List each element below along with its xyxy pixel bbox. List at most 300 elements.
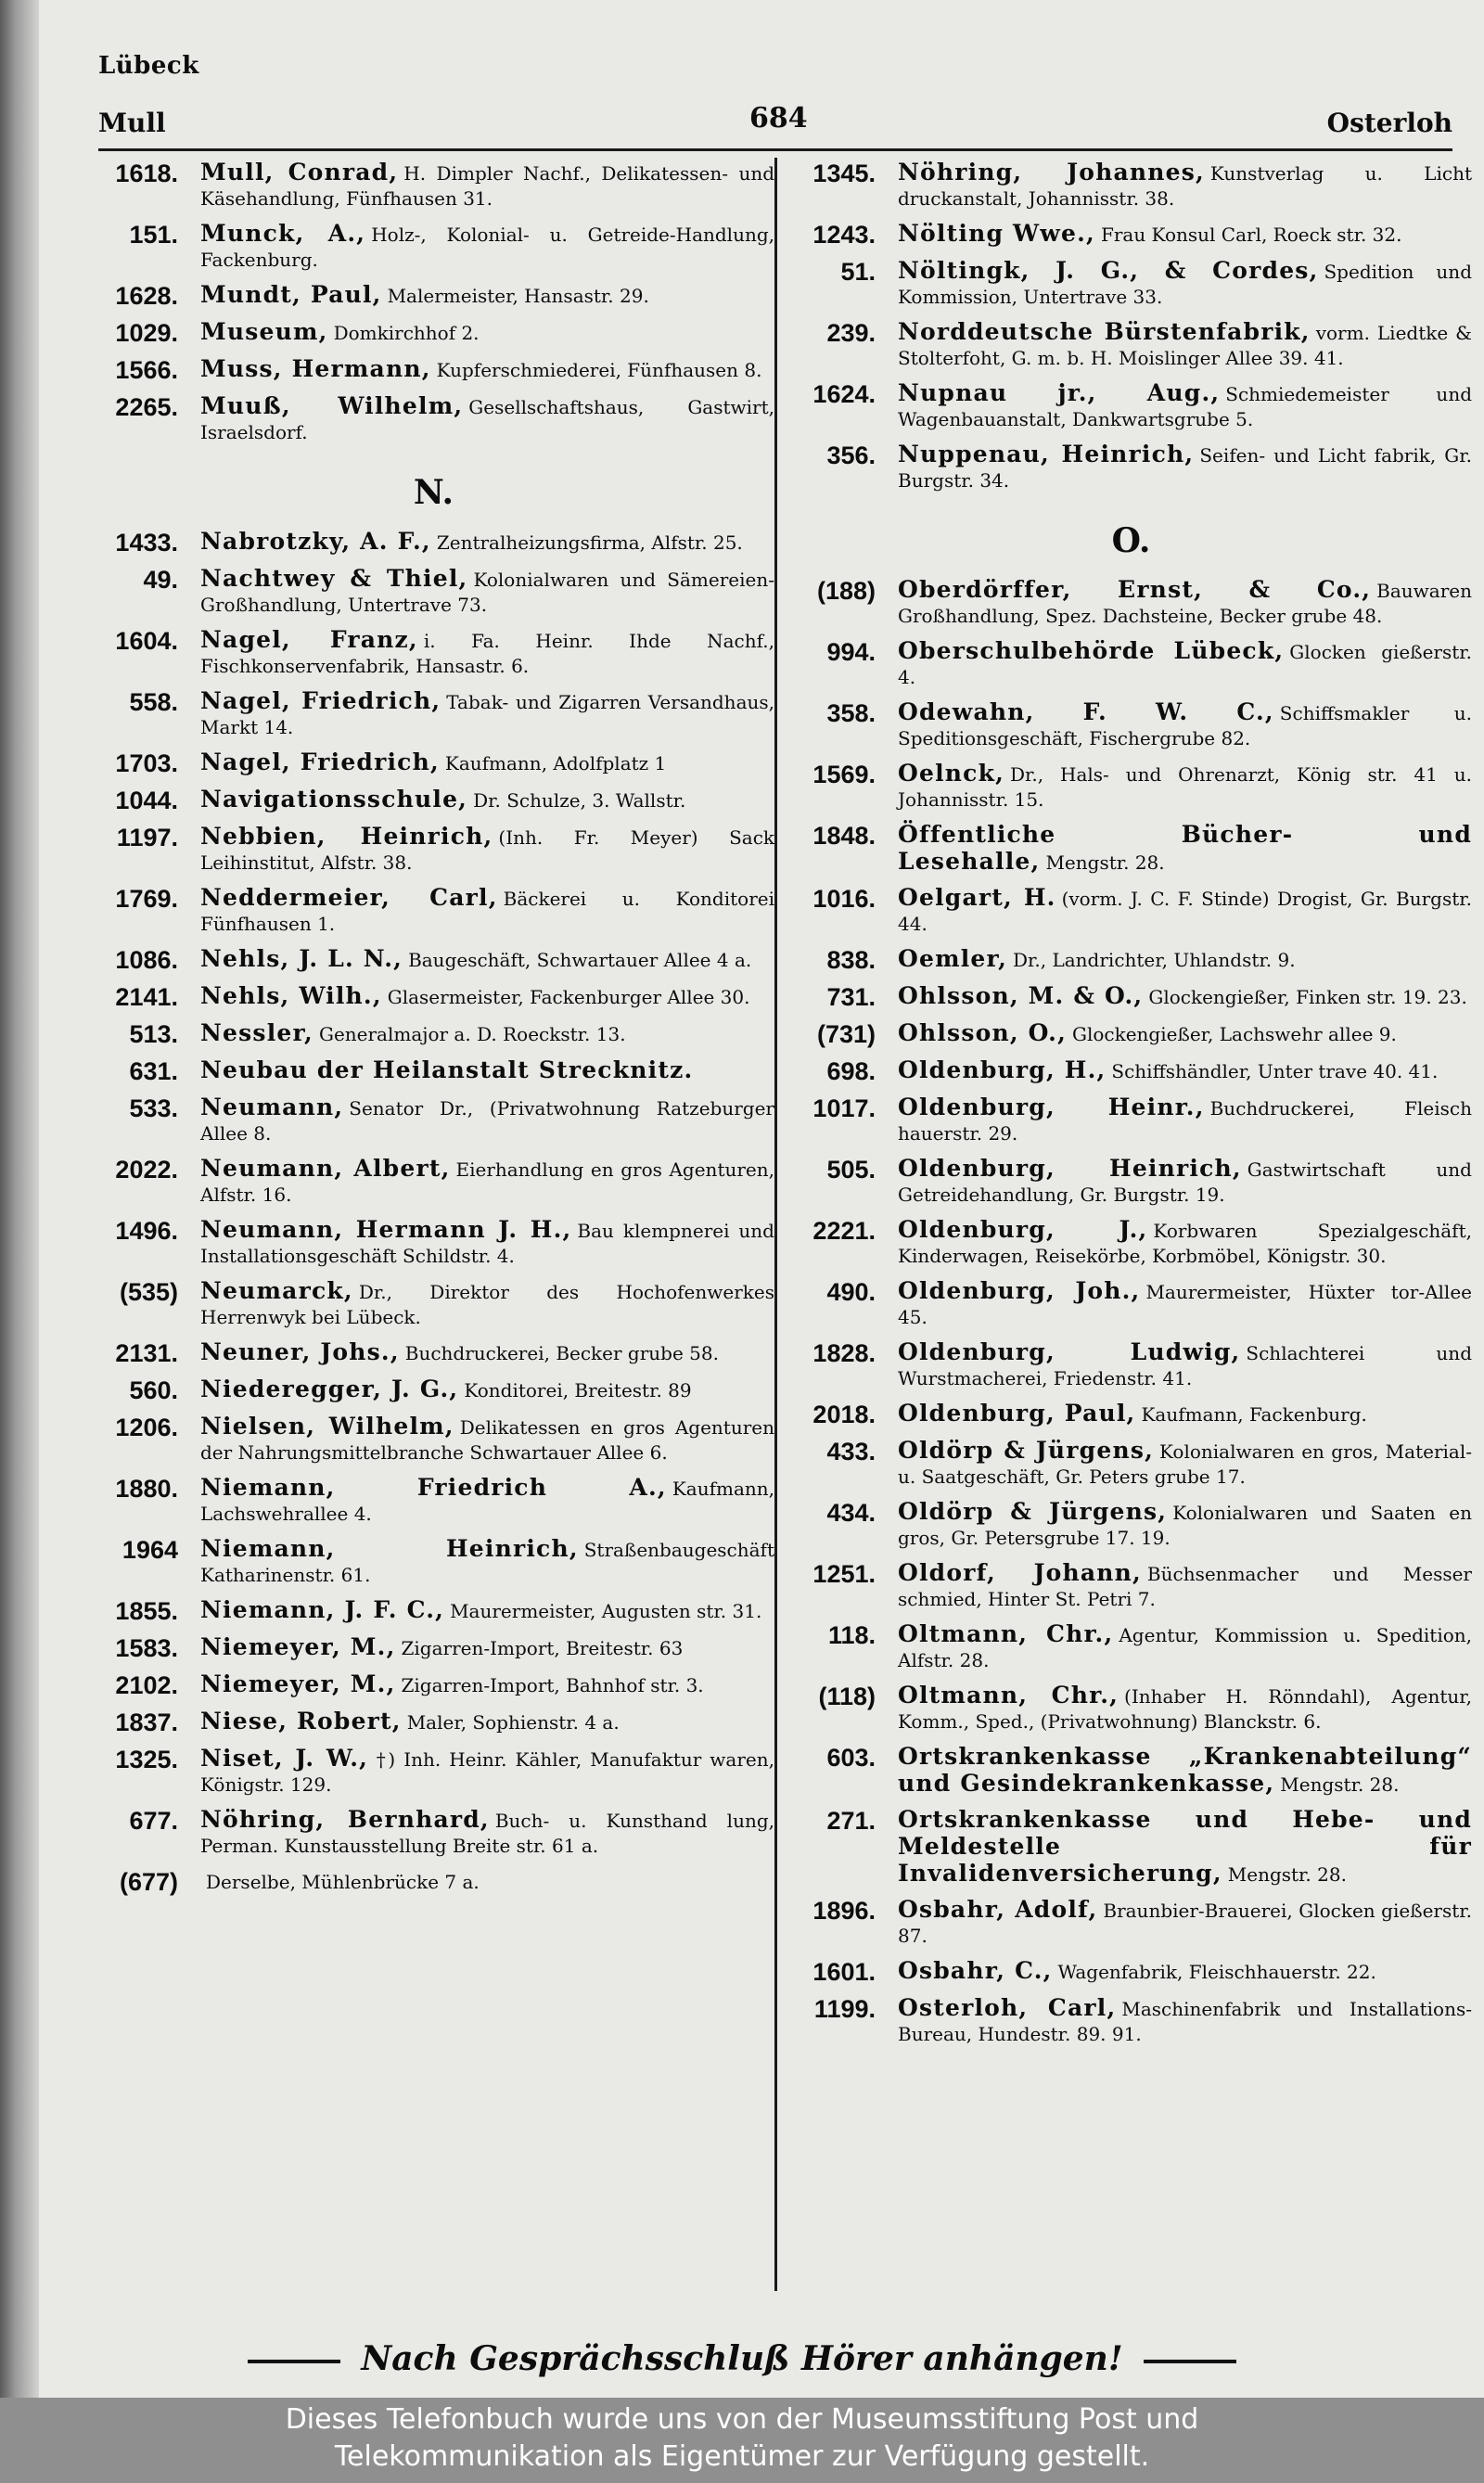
entry-text (200, 688, 774, 740)
entry-text (898, 1401, 1472, 1428)
phone-number: 1016. (812, 885, 876, 913)
slogan-rule-right (1144, 2360, 1236, 2363)
entry-text (200, 1339, 774, 1367)
entry-text (200, 1475, 774, 1527)
entry-name: Munck, A., (200, 220, 366, 247)
entry-description: Mengstr. 28. (1227, 1863, 1347, 1886)
entry-description: Maler, Sophienstr. 4 a. (406, 1711, 620, 1734)
entry-text (200, 627, 774, 679)
entry-name: Neuner, Johs., (200, 1338, 400, 1365)
entry-description: vorm. Liedtke & Stolterfoht, G. m. b. H. Moislinger Allee 39. 41. (898, 322, 1472, 369)
directory-entry (790, 1339, 1472, 1391)
phone-number: 2102. (115, 1671, 178, 1699)
phone-number: 356. (826, 442, 876, 469)
entry-text (200, 824, 774, 876)
phone-number: 1896. (812, 1897, 876, 1925)
entry-text (200, 1376, 774, 1404)
entry-name: Osbahr, Adolf, (898, 1896, 1098, 1923)
directory-entry (790, 1958, 1472, 1986)
directory-entry (93, 1597, 774, 1625)
entry-text (200, 1217, 774, 1269)
directory-entry (790, 1156, 1472, 1208)
entry-name: Neumann, Albert, (200, 1155, 451, 1182)
entry-name: Muuß, Wilhelm, (200, 392, 464, 419)
directory-entry (93, 688, 774, 740)
directory-entry (93, 393, 774, 445)
directory-entry (790, 1995, 1472, 2047)
entry-description: Buch- u. Kunsthand lung, Perman. Kunstausstellung Breite str. 61 a. (200, 1810, 774, 1857)
directory-entry (790, 1401, 1472, 1428)
right-column (790, 160, 1472, 2056)
slogan (0, 2339, 1484, 2378)
entry-name: Oldörp & Jürgens, (898, 1437, 1155, 1464)
entry-name: Neddermeier, Carl, (200, 884, 498, 911)
entry-text (898, 1621, 1472, 1673)
phone-number: 1044. (115, 787, 178, 814)
entry-text (200, 393, 774, 445)
entry-description: Maschinenfabrik und Installations-Bureau, Hundestr. 89. 91. (898, 1998, 1472, 2045)
entry-description: Kaufmann, Fackenburg. (1141, 1403, 1367, 1426)
entry-text (898, 699, 1472, 751)
entry-name: Muss, Hermann, (200, 355, 431, 382)
directory-entry (93, 1094, 774, 1146)
phone-number: 271. (826, 1807, 876, 1835)
entry-name: Mull, Conrad, (200, 159, 399, 186)
entry-name: Oldenburg, H., (898, 1056, 1107, 1083)
entry-description: Wagenfabrik, Fleischhauerstr. 22. (1057, 1961, 1376, 1983)
entry-description: Glockengießer, Finken str. 19. 23. (1148, 986, 1467, 1008)
entry-name: Nehls, J. L. N., (200, 945, 403, 972)
phone-number: 1624. (812, 380, 876, 408)
entry-text (200, 1634, 774, 1662)
phone-number: 994. (826, 638, 876, 666)
column-divider (774, 158, 777, 2291)
directory-entry (790, 221, 1472, 249)
entry-name: Nabrotzky, A. F., (200, 528, 431, 555)
directory-entry (93, 983, 774, 1011)
entry-text (898, 160, 1472, 211)
phone-number: 1837. (115, 1709, 178, 1736)
phone-number: 118. (827, 1621, 876, 1649)
attribution-footer (0, 2398, 1484, 2483)
entry-name: Neumarck, (200, 1277, 353, 1304)
phone-number: 1433. (115, 529, 178, 557)
phone-number: 1583. (115, 1634, 178, 1662)
entry-text (200, 787, 774, 814)
entry-text (200, 1807, 774, 1859)
phone-number: 1086. (115, 946, 178, 974)
entry-text (898, 638, 1472, 690)
phone-number: 1828. (812, 1339, 876, 1367)
phone-number: 731. (826, 983, 876, 1011)
phone-number: 560. (129, 1376, 178, 1404)
entry-description: Konditorei, Breitestr. 89 (464, 1379, 692, 1401)
entry-description: Holz-, Kolonial- u. Getreide-Handlung, Fackenburg. (200, 224, 774, 271)
entry-description: Seifen- und Licht fabrik, Gr. Burgstr. 34. (898, 444, 1472, 492)
phone-number: 1569. (812, 761, 876, 788)
entry-description: Senator Dr., (Privatwohnung Ratzeburger Allee 8. (200, 1097, 774, 1145)
directory-entry (93, 1414, 774, 1465)
left-column (93, 160, 774, 1905)
phone-number: 1880. (115, 1475, 178, 1503)
entry-name: Ortskrankenkasse „Krankenabteilung“ und Gesindekrankenkasse, (898, 1743, 1472, 1797)
entry-description: Glockengießer, Lachswehr allee 9. (1071, 1023, 1397, 1045)
entry-text (898, 761, 1472, 813)
phone-number: 1604. (115, 627, 178, 655)
entry-description: Kunstverlag u. Licht druckanstalt, Johannisstr. 38. (898, 162, 1472, 210)
entry-text (200, 1094, 774, 1146)
entry-description: Schmiedemeister und Wagenbauanstalt, Dankwartsgrube 5. (898, 383, 1472, 430)
entry-name: Neumann, Hermann J. H., (200, 1216, 572, 1243)
directory-entry (93, 1339, 774, 1367)
entry-name: Oltmann, Chr., (898, 1620, 1114, 1647)
entry-text (200, 1278, 774, 1330)
entry-text (898, 1807, 1472, 1888)
directory-entry (93, 566, 774, 618)
entry-description: Dr. Schulze, 3. Wallstr. (473, 789, 686, 812)
phone-number: 2141. (115, 983, 178, 1011)
directory-entry (93, 1746, 774, 1798)
entry-description: Dr., Landrichter, Uhlandstr. 9. (1013, 949, 1296, 971)
header-last-entry: Osterloh (1326, 108, 1452, 138)
phone-number: 1964 (122, 1536, 178, 1564)
directory-entry (790, 1683, 1472, 1734)
entry-description: Dr., Direktor des Hochofenwerkes Herrenwyk bei Lübeck. (200, 1281, 774, 1328)
directory-entry (790, 1807, 1472, 1888)
entry-description: Schiffshändler, Unter trave 40. 41. (1111, 1060, 1439, 1082)
entry-text (898, 1156, 1472, 1208)
phone-number: 1618. (115, 160, 178, 187)
entry-description: Spedition und Kommission, Untertrave 33. (898, 261, 1472, 308)
phone-number: 490. (826, 1278, 876, 1306)
entry-name: Oldenburg, J., (898, 1216, 1148, 1243)
phone-number: (118) (818, 1683, 876, 1710)
entry-text (200, 1020, 774, 1048)
entry-description: Schiffsmakler u. Speditionsgeschäft, Fischergrube 82. (898, 702, 1472, 749)
entry-text (898, 983, 1472, 1011)
entry-name: Oberschulbehörde Lübeck, (898, 637, 1285, 664)
entry-name: Nessler, (200, 1019, 313, 1046)
directory-entry (93, 1671, 774, 1699)
phone-number: 433. (826, 1438, 876, 1465)
entry-text (898, 1020, 1472, 1048)
entry-description: Buchdruckerei, Fleisch hauerstr. 29. (898, 1097, 1472, 1145)
entry-description: (vorm. J. C. F. Stinde) Drogist, Gr. Burgstr. 44. (898, 888, 1473, 935)
section-letter: O. (1111, 521, 1151, 560)
entry-description: Glasermeister, Fackenburger Allee 30. (387, 986, 750, 1008)
entry-text (200, 749, 774, 777)
entry-text (898, 221, 1472, 249)
entry-name: Neumann, (200, 1094, 344, 1120)
entry-name: Ohlsson, O., (898, 1019, 1067, 1046)
entry-text (898, 1897, 1472, 1949)
entry-name: Niemeyer, M., (200, 1670, 396, 1697)
slogan-text: Nach Gesprächsschluß Hörer anhängen! (361, 2339, 1123, 2378)
entry-name: Nagel, Franz, (200, 626, 418, 653)
directory-entry (790, 1897, 1472, 1949)
directory-entry (790, 380, 1472, 432)
directory-entry (93, 356, 774, 384)
directory-entry (790, 1499, 1472, 1551)
phone-number: 2131. (115, 1339, 178, 1367)
header-first-entry: Mull (98, 108, 166, 138)
phone-number: 2265. (115, 393, 178, 421)
phone-number: 838. (826, 946, 876, 974)
directory-entry (790, 699, 1472, 751)
entry-description: Buchdruckerei, Becker grube 58. (404, 1342, 719, 1364)
entry-name: Oemler, (898, 945, 1007, 972)
entry-name: Nehls, Wilh., (200, 982, 382, 1009)
entry-name: Oberdörffer, Ernst, & Co., (898, 576, 1372, 603)
directory-entry (93, 1868, 774, 1896)
directory-entry (93, 1807, 774, 1859)
entry-text (200, 1709, 774, 1736)
directory-entry (93, 1475, 774, 1527)
entry-description: Frau Konsul Carl, Roeck str. 32. (1100, 224, 1402, 246)
entry-description: †) Inh. Heinr. Kähler, Manufaktur waren, Königstr. 129. (200, 1748, 774, 1796)
entry-name: Niemann, Friedrich A., (200, 1474, 667, 1501)
entry-description: Zigarren-Import, Bahnhof str. 3. (401, 1674, 704, 1696)
entry-name: Oldenburg, Paul, (898, 1400, 1136, 1427)
directory-entry (790, 160, 1472, 211)
entry-description: Bau klempnerei und Installationsgeschäft Schildstr. 4. (200, 1220, 774, 1267)
slogan-rule-left (248, 2360, 340, 2363)
entry-name: Niemann, J. F. C., (200, 1596, 445, 1623)
entry-text (200, 221, 774, 273)
directory-entry (790, 885, 1472, 937)
entry-name: Navigationsschule, (200, 786, 468, 813)
phone-number: 1601. (812, 1958, 876, 1986)
entry-text (898, 1217, 1472, 1269)
entry-text (200, 1414, 774, 1465)
entry-text (898, 1958, 1472, 1986)
entry-name: Öffentliche Bücher- und Lesehalle, (898, 821, 1472, 875)
directory-entry (93, 1020, 774, 1048)
entry-description: Delikatessen en gros Agenturen der Nahrungsmittelbranche Schwartauer Allee 6. (200, 1416, 774, 1464)
entry-name: Niemeyer, M., (200, 1633, 396, 1660)
entry-description: Domkirchhof 2. (333, 322, 480, 344)
phone-number: 698. (826, 1057, 876, 1085)
directory-entry (93, 282, 774, 310)
phone-number: 358. (826, 699, 876, 727)
page-number: 684 (749, 102, 808, 134)
entry-name: Nupnau jr., Aug., (898, 379, 1221, 406)
directory-entry (93, 824, 774, 876)
entry-description: Generalmajor a. D. Roeckstr. 13. (318, 1023, 626, 1045)
directory-entry (790, 822, 1472, 876)
entry-name: Osterloh, Carl, (898, 1994, 1117, 2021)
directory-entry (93, 529, 774, 557)
directory-entry (93, 1278, 774, 1330)
entry-name: Odewahn, F. W. C., (898, 698, 1274, 725)
directory-entry (790, 319, 1472, 371)
entry-description: Agentur, Kommission u. Spedition, Alfstr. 28. (898, 1624, 1472, 1671)
directory-entry (790, 577, 1472, 629)
attribution-line-2: Telekommunikation als Eigentümer zur Verfügung gestellt. (334, 2440, 1150, 2473)
entry-description: Kaufmann, Adolfplatz 1 (444, 752, 667, 774)
directory-entry (790, 1057, 1472, 1085)
phone-number: 151. (129, 221, 178, 249)
entry-name: Nöltingk, J. G., & Cordes, (898, 257, 1319, 284)
entry-description: Braunbier-Brauerei, Glocken gießerstr. 87. (898, 1900, 1472, 1947)
phone-number: 49. (143, 566, 178, 594)
directory-entry (93, 885, 774, 937)
entry-text (898, 1499, 1472, 1551)
entry-name: Niset, J. W., (200, 1745, 369, 1772)
entry-name: Oldenburg, Ludwig, (898, 1338, 1241, 1365)
directory-entry (790, 1278, 1472, 1330)
phone-number: 1199. (813, 1995, 876, 2023)
entry-description: i. Fa. Heinr. Ihde Nachf., Fischkonservenfabrik, Hansastr. 6. (200, 630, 774, 677)
entry-description: Eierhandlung en gros Agenturen, Alfstr. 16. (200, 1158, 774, 1206)
directory-entry (93, 319, 774, 347)
phone-number: 1769. (115, 885, 178, 913)
entry-name: Nagel, Friedrich, (200, 687, 441, 714)
city-heading: Lübeck (98, 52, 199, 80)
entry-description: Korbwaren Spezialgeschäft, Kinderwagen, Reisekörbe, Korbmöbel, Königstr. 30. (898, 1220, 1472, 1267)
phone-number: 1628. (115, 282, 178, 310)
entry-description: Tabak- und Zigarren Versandhaus, Markt 14. (200, 691, 774, 738)
entry-text (898, 319, 1472, 371)
entry-description: Mengstr. 28. (1280, 1773, 1400, 1796)
phone-number: 239. (826, 319, 876, 347)
entry-text (898, 946, 1472, 974)
attribution-line-1: Dieses Telefonbuch wurde uns von der Museumsstiftung Post und (285, 2403, 1199, 2436)
entry-description: Kolonialwaren en gros, Material- u. Saatgeschäft, Gr. Peters grube 17. (898, 1440, 1472, 1488)
phone-number: 51. (840, 258, 876, 286)
entry-text (200, 319, 774, 347)
phone-number: 2221. (812, 1217, 876, 1245)
entry-description: Bäckerei u. Konditorei Fünfhausen 1. (200, 888, 775, 935)
directory-entry (93, 1217, 774, 1269)
directory-entry (790, 1020, 1472, 1048)
phone-number: 513. (129, 1020, 178, 1048)
entry-description: Kaufmann, Lachswehrallee 4. (200, 1478, 774, 1525)
directory-entry (93, 1057, 774, 1085)
phone-number: 1848. (812, 822, 876, 850)
phone-number: 1206. (115, 1414, 178, 1441)
entry-text (200, 1868, 774, 1896)
entry-name: Nielsen, Wilhelm, (200, 1413, 454, 1440)
section-letter: N. (413, 473, 454, 512)
phone-number: 2018. (812, 1401, 876, 1428)
phone-number: 677. (129, 1807, 178, 1835)
entry-text (200, 356, 774, 384)
entry-name: Ohlsson, M. & O., (898, 982, 1144, 1009)
entry-description: Derselbe, Mühlenbrücke 7 a. (206, 1871, 480, 1893)
entry-name: Norddeutsche Bürstenfabrik, (898, 318, 1311, 345)
entry-description: Baugeschäft, Schwartauer Allee 4 a. (408, 949, 752, 971)
phone-number: (188) (816, 577, 876, 605)
entry-description: Bauwaren Großhandlung, Spez. Dachsteine, Becker grube 48. (898, 580, 1472, 627)
entry-description: H. Dimpler Nachf., Delikatessen- und Käsehandlung, Fünfhausen 31. (200, 162, 775, 210)
phone-number: 505. (826, 1156, 876, 1184)
entry-description: (Inh. Fr. Meyer) Sack Leihinstitut, Alfstr. 38. (200, 826, 775, 874)
entry-text (898, 258, 1472, 310)
entry-text (200, 885, 774, 937)
phone-number: (731) (816, 1020, 876, 1048)
entry-name: Nebbien, Heinrich, (200, 823, 493, 850)
book-spine-shadow (0, 0, 39, 2398)
entry-description: Maurermeister, Augusten str. 31. (450, 1600, 762, 1622)
entry-name: Osbahr, C., (898, 1957, 1053, 1984)
entry-name: Oldorf, Johann, (898, 1559, 1142, 1586)
phone-number: 1325. (115, 1746, 178, 1773)
directory-entry (790, 1621, 1472, 1673)
entry-name: Oldörp & Jürgens, (898, 1498, 1168, 1525)
directory-entry (93, 1536, 774, 1588)
entry-name: Ortskrankenkasse und Hebe- und Meldestelle für Invalidenversicherung, (898, 1806, 1472, 1887)
directory-entry (790, 1560, 1472, 1612)
directory-entry (790, 1094, 1472, 1146)
entry-name: Niemann, Heinrich, (200, 1535, 579, 1562)
header-rule (98, 148, 1452, 151)
directory-entry (790, 946, 1472, 974)
directory-entry (790, 761, 1472, 813)
entry-description: Kolonialwaren und Saaten en gros, Gr. Petersgrube 17. 19. (898, 1502, 1472, 1549)
directory-entry (93, 787, 774, 814)
entry-name: Neubau der Heilanstalt Strecknitz. (200, 1056, 694, 1083)
entry-description: Dr., Hals- und Ohrenarzt, König str. 41 u. Johannisstr. 15. (898, 763, 1472, 811)
entry-text (898, 1339, 1472, 1391)
entry-text (898, 1094, 1472, 1146)
entry-name: Oldenburg, Heinr., (898, 1094, 1205, 1120)
entry-text (200, 1597, 774, 1625)
entry-text (898, 1057, 1472, 1085)
entry-text (898, 1438, 1472, 1490)
entry-description: Gesellschaftshaus, Gastwirt, Israelsdorf. (200, 396, 775, 443)
entry-description: Zentralheizungsfirma, Alfstr. 25. (436, 531, 743, 554)
entry-name: Niederegger, J. G., (200, 1376, 459, 1402)
phone-number: 1017. (812, 1094, 876, 1122)
entry-text (200, 1156, 774, 1208)
phone-number: 1243. (812, 221, 876, 249)
entry-description: Zigarren-Import, Breitestr. 63 (401, 1637, 684, 1659)
phone-number: 631. (129, 1057, 178, 1085)
entry-name: Nöhring, Bernhard, (200, 1806, 490, 1833)
entry-description: Mengstr. 28. (1045, 851, 1165, 874)
entry-description: (Inhaber H. Rönndahl), Agentur, Komm., Sped., (Privatwohnung) Blanckstr. 6. (898, 1685, 1472, 1733)
entry-text (898, 1278, 1472, 1330)
entry-text (200, 1671, 774, 1699)
phone-number: 603. (826, 1744, 876, 1772)
entry-name: Mundt, Paul, (200, 281, 382, 308)
entry-description: Maurermeister, Hüxter tor-Allee 45. (898, 1281, 1473, 1328)
entry-name: Oltmann, Chr., (898, 1682, 1119, 1709)
entry-description: Kupferschmiederei, Fünfhausen 8. (436, 359, 762, 381)
entry-text (200, 1057, 774, 1085)
entry-description: Malermeister, Hansastr. 29. (387, 285, 649, 307)
entry-text (898, 885, 1472, 937)
entry-text (200, 1746, 774, 1798)
phone-number: (535) (119, 1278, 178, 1306)
entry-text (898, 577, 1472, 629)
phone-number: 2022. (115, 1156, 178, 1184)
directory-entry (790, 1744, 1472, 1798)
phone-number: 1496. (115, 1217, 178, 1245)
entry-name: Oldenburg, Heinrich, (898, 1155, 1242, 1182)
directory-entry (790, 1438, 1472, 1490)
directory-entry (93, 221, 774, 273)
entry-name: Nölting Wwe., (898, 220, 1095, 247)
entry-description: Straßenbaugeschäft Katharinenstr. 61. (200, 1539, 774, 1586)
entry-name: Oelgart, H. (898, 884, 1056, 911)
phone-number: 1855. (115, 1597, 178, 1625)
entry-text (200, 1536, 774, 1588)
directory-entry (93, 1634, 774, 1662)
entry-text (898, 1744, 1472, 1798)
entry-name: Museum, (200, 318, 328, 345)
